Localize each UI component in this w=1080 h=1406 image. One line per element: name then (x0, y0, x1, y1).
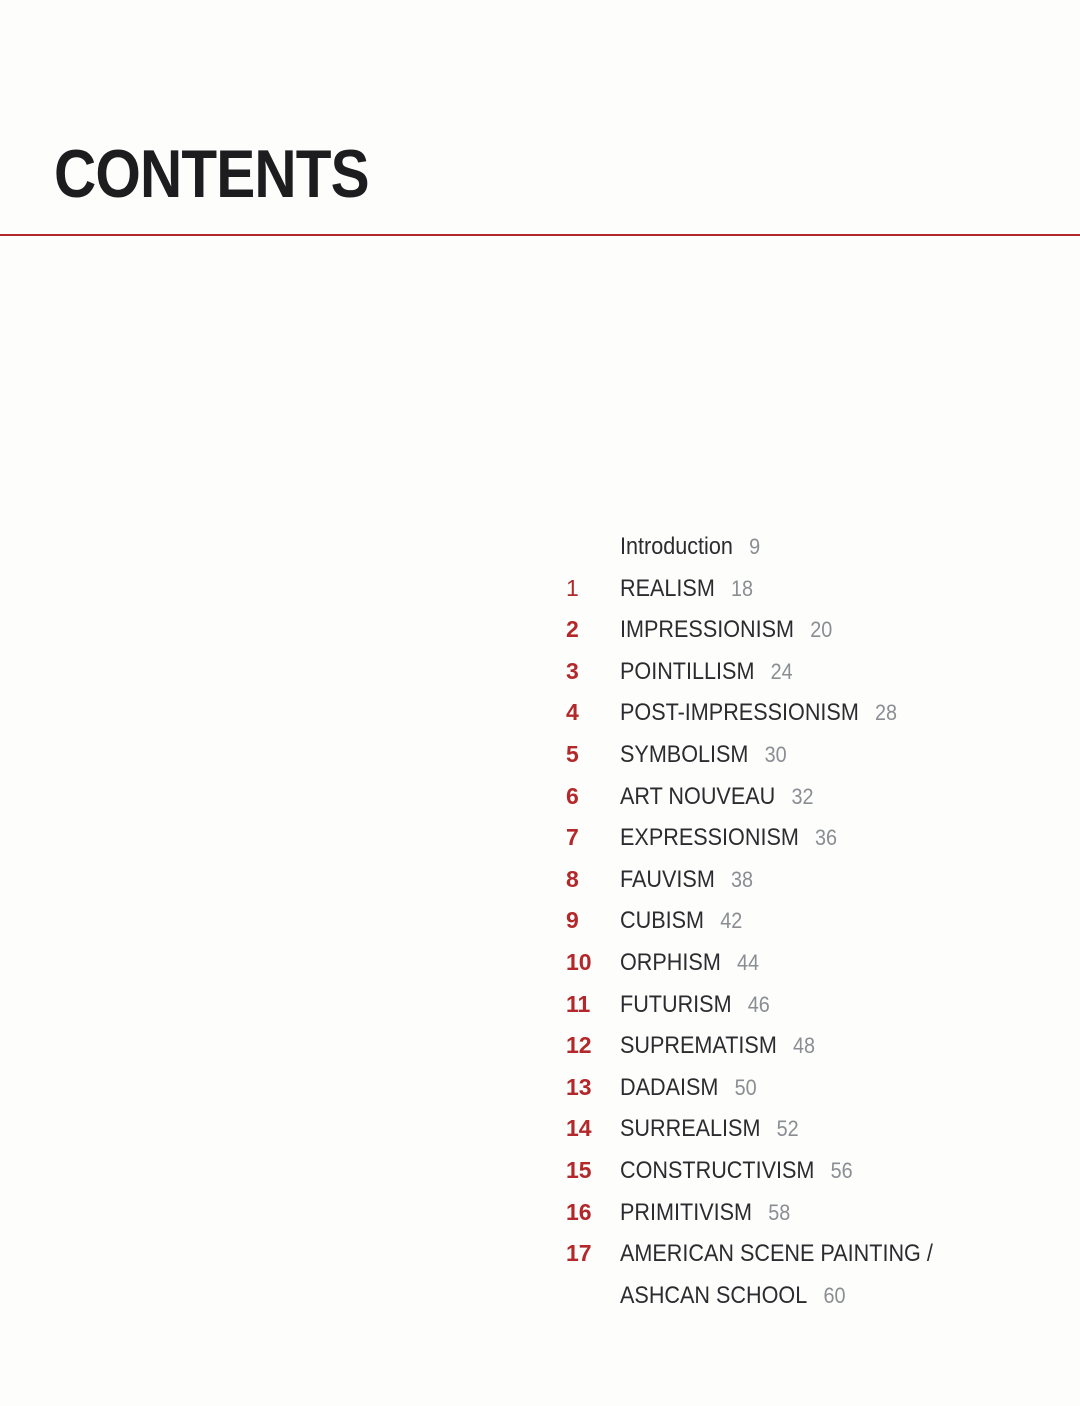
toc-entry[interactable] (560, 1233, 1040, 1275)
chapter-title: ART NOUVEAU (620, 782, 776, 810)
toc-entry[interactable] (560, 1150, 1040, 1192)
chapter-number: 11 (566, 990, 591, 1017)
chapter-title: PRIMITIVISM (620, 1198, 753, 1226)
entry-label (620, 1150, 853, 1192)
chapter-number: 1 (566, 574, 579, 601)
page-number: 18 (731, 575, 754, 601)
toc-entry[interactable] (560, 1025, 1040, 1067)
entry-label (620, 568, 753, 610)
chapter-number: 17 (566, 1240, 592, 1267)
page-number: 58 (768, 1199, 791, 1225)
page-number: 48 (793, 1033, 816, 1059)
chapter-number: 4 (566, 699, 579, 726)
entry-label (620, 984, 770, 1026)
chapter-number: 2 (566, 616, 579, 643)
entry-label (620, 526, 760, 568)
page-number: 38 (731, 866, 754, 892)
entry-label (620, 651, 793, 693)
page-number: 32 (791, 783, 814, 809)
page-number: 30 (764, 741, 787, 767)
chapter-number: 5 (566, 740, 579, 767)
chapter-number: 10 (566, 948, 592, 975)
entry-label (620, 1025, 815, 1067)
chapter-number: 12 (566, 1032, 592, 1059)
chapter-title: CUBISM (620, 907, 705, 935)
page-number: 50 (734, 1074, 757, 1100)
chapter-title: IMPRESSIONISM (620, 616, 795, 644)
chapter-title: POINTILLISM (620, 657, 755, 685)
page-number: 42 (720, 908, 743, 934)
table-of-contents (560, 526, 1040, 1316)
entry-label (620, 817, 837, 859)
entry-label (620, 1275, 845, 1317)
page-number: 46 (747, 991, 770, 1017)
chapter-title: REALISM (620, 574, 715, 602)
entry-label (620, 1108, 799, 1150)
page-number: 52 (776, 1116, 799, 1142)
chapter-title: POST-IMPRESSIONISM (620, 699, 859, 727)
chapter-title: ORPHISM (620, 948, 721, 976)
entry-label (620, 1192, 790, 1234)
chapter-number: 14 (566, 1115, 592, 1142)
chapter-number: 16 (566, 1198, 592, 1225)
page-number: 44 (737, 949, 760, 975)
chapter-title: DADAISM (620, 1073, 719, 1101)
chapter-title: AMERICAN SCENE PAINTING / (620, 1240, 933, 1268)
page-number: 20 (810, 617, 833, 643)
entry-label (620, 692, 897, 734)
chapter-title: FUTURISM (620, 990, 732, 1018)
toc-entry[interactable] (560, 1108, 1040, 1150)
entry-label (620, 900, 742, 942)
chapter-title: ASHCAN SCHOOL (620, 1281, 808, 1309)
chapter-number: 15 (566, 1156, 592, 1183)
toc-entry[interactable] (560, 609, 1040, 651)
chapter-number: 3 (566, 657, 579, 684)
page-number: 60 (823, 1282, 846, 1308)
page-number: 28 (875, 700, 898, 726)
title-divider (0, 234, 1080, 236)
entry-label (620, 1067, 757, 1109)
entry-label (620, 859, 753, 901)
entry-label (620, 1233, 949, 1275)
toc-entry[interactable] (560, 734, 1040, 776)
entry-label (620, 942, 759, 984)
page-number: 9 (749, 534, 761, 559)
toc-entry[interactable] (560, 568, 1040, 610)
chapter-title: EXPRESSIONISM (620, 824, 799, 852)
toc-entry[interactable] (560, 526, 1040, 568)
chapter-title: SUPREMATISM (620, 1032, 777, 1060)
toc-entry[interactable] (560, 942, 1040, 984)
chapter-title: SURREALISM (620, 1115, 761, 1143)
entry-label (620, 776, 813, 818)
chapter-number: 6 (566, 782, 579, 809)
chapter-title: Introduction (620, 533, 733, 560)
toc-entry[interactable] (560, 859, 1040, 901)
chapter-title: SYMBOLISM (620, 740, 749, 768)
entry-label (620, 734, 787, 776)
chapter-number: 8 (566, 865, 579, 892)
toc-entry[interactable] (560, 1192, 1040, 1234)
toc-entry[interactable] (560, 984, 1040, 1026)
chapter-title: FAUVISM (620, 865, 715, 893)
toc-entry[interactable] (560, 776, 1040, 818)
page-number: 24 (770, 658, 793, 684)
page-title: CONTENTS (54, 136, 369, 212)
toc-entry[interactable] (560, 692, 1040, 734)
toc-entry[interactable] (560, 1067, 1040, 1109)
chapter-title: CONSTRUCTIVISM (620, 1156, 815, 1184)
page-number: 56 (830, 1157, 853, 1183)
toc-entry[interactable] (560, 817, 1040, 859)
entry-label (620, 609, 832, 651)
chapter-number: 13 (566, 1073, 592, 1100)
toc-entry[interactable] (560, 900, 1040, 942)
toc-entry[interactable] (560, 1275, 1040, 1317)
page-number: 36 (815, 825, 838, 851)
chapter-number: 9 (566, 907, 579, 934)
toc-entry[interactable] (560, 651, 1040, 693)
chapter-number: 7 (566, 824, 579, 851)
